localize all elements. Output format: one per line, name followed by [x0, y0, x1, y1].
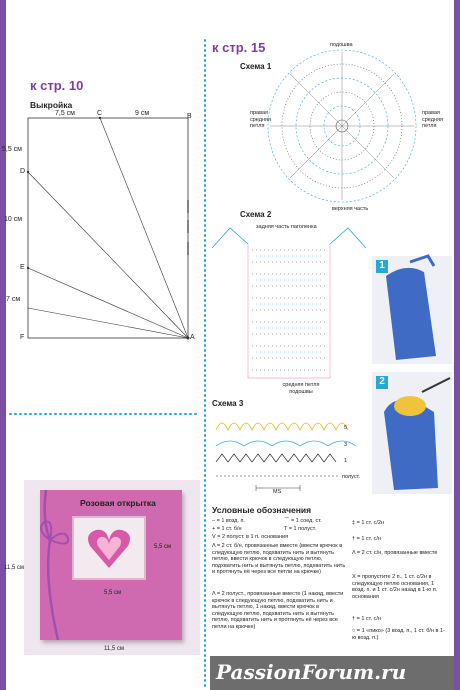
- dim-top-left: 7,5 см: [55, 110, 75, 117]
- legend-l2-text: = 1 соед. ст.: [291, 518, 322, 524]
- chain-icon: –: [212, 518, 216, 524]
- legend-r2: [352, 536, 448, 543]
- watermark: PassionForum.ru: [216, 660, 407, 684]
- hdc-icon: T: [284, 526, 288, 532]
- legend-r3-text: = 2 ст. с/н, провязанные вместе: [356, 550, 438, 556]
- card-h-inner: 5,5 см: [154, 544, 172, 550]
- card-h-outer: 11,5 см: [4, 565, 25, 571]
- legend-l6-text: = 2 ст. б/н, провязанные вместе (ввести крючок в следующую петлю, подхватить нить и вытянуть петлю, ввести крючок в следующую петлю, подхватить нить и вытянуть петлю, подхватить нить и протянуть её через все петли на крючке): [212, 543, 346, 575]
- point-a: A: [190, 334, 195, 341]
- hdc2tog-icon: Λ: [212, 591, 216, 597]
- dc-icon: †: [352, 536, 356, 542]
- hdc-inc-icon: V: [212, 534, 216, 540]
- dc2tog-icon: Λ: [352, 550, 356, 556]
- legend-r2-text: = 1 ст. с/н: [356, 536, 381, 542]
- legend-l5: [212, 534, 342, 541]
- tr-icon: ‡: [352, 520, 356, 526]
- legend-l3-text: = 1 ст. б/н: [216, 526, 242, 532]
- scheme1-bottom-label: верхняя часть: [332, 206, 369, 212]
- dim-side-2: 10 см: [4, 216, 23, 223]
- legend-l4: [284, 526, 316, 533]
- pattern-title: Выкройка: [30, 100, 73, 110]
- scheme1-right-label: правая средняя петля: [422, 110, 443, 129]
- legend-l7: [212, 591, 348, 630]
- legend-l6: [212, 543, 348, 576]
- legend-r5: [352, 616, 448, 623]
- photo-1-badge: 1: [376, 260, 388, 273]
- legend-l3: [212, 526, 242, 533]
- point-b: B: [187, 113, 192, 120]
- scheme3-ms: MS: [273, 489, 282, 495]
- legend-title: Условные обозначения: [212, 505, 312, 515]
- point-f: F: [20, 334, 25, 341]
- scheme3-start: полуст.: [342, 474, 361, 480]
- legend-l7-text: = 2 полуст., провязанные вместе (1 накид, ввести крючок в следующую петлю, подхватить нить и вытянуть петлю, 1 накид, ввести крючок в следующую петлю, подхватить нить и вытянуть петлю, подхватить нить и протянуть её через все петли на крючке): [212, 591, 344, 630]
- legend-l1-text: = 1 возд. п.: [216, 518, 245, 524]
- legend-l4-text: = 1 полуст.: [288, 526, 317, 532]
- legend-l5-text: = 2 полуст. в 1 п. основания: [217, 534, 289, 540]
- point-d: D: [20, 168, 26, 175]
- sc2tog-icon: Λ: [212, 543, 216, 549]
- dim-side-1: 5,5 см: [2, 146, 22, 153]
- scheme1-title: Схема 1: [240, 62, 272, 71]
- legend-r1: [352, 520, 448, 527]
- scheme3-row-5: 5: [344, 425, 348, 431]
- legend-l2: [284, 518, 322, 525]
- scheme1-top-label: подошва: [330, 42, 353, 48]
- scheme3-title: Схема 3: [212, 399, 244, 408]
- sc-icon: +: [212, 526, 216, 532]
- ref-title-left: к стр. 10: [30, 78, 84, 93]
- legend-r4-text: = пропустите 2 п., 1 ст. с/2н в следующую петлю основания, 1 возд. п. и 1 ст. с/2н назад в 1-ю п. основания: [352, 574, 438, 600]
- card-w-inner: 5,5 см: [104, 590, 122, 596]
- legend-r6-text: = 1 «пико» (3 возд. п., 1 ст. б/н в 1-ю возд. п.): [352, 628, 445, 641]
- legend-r6: [352, 628, 448, 641]
- legend-r4: [352, 574, 448, 600]
- legend-r3: [352, 550, 448, 557]
- legend-l1: [212, 518, 245, 525]
- dim-side-3: 7 см: [6, 296, 21, 303]
- ref-title-right: к стр. 15: [212, 40, 266, 55]
- slip-stitch-icon: ⌒: [284, 518, 290, 524]
- scheme3-row-1: 1: [344, 458, 348, 464]
- scheme3-row-3: 3: [344, 442, 348, 448]
- legend-r5-text: = 1 ст. с/н: [356, 616, 381, 622]
- card-title: Розовая открытка: [80, 498, 156, 508]
- point-c: C: [97, 110, 103, 117]
- scheme2-title: Схема 2: [240, 210, 272, 219]
- dim-top-right: 9 см: [135, 110, 150, 117]
- photo-2-badge: 2: [376, 376, 388, 389]
- scheme2-bottom-label: средняя петля подошвы: [282, 382, 320, 395]
- point-e: E: [20, 264, 25, 271]
- picot-icon: ○: [352, 628, 356, 634]
- dc-icon-2: †: [352, 616, 356, 622]
- legend-r1-text: = 1 ст. с/2н: [356, 520, 385, 526]
- card-w-outer: 11,5 см: [104, 646, 125, 652]
- scheme2-top-label: задняя часть паголенка: [256, 224, 317, 230]
- scheme1-left-label: правая средняя петля: [250, 110, 271, 129]
- crossed-tr-icon: X: [352, 574, 356, 580]
